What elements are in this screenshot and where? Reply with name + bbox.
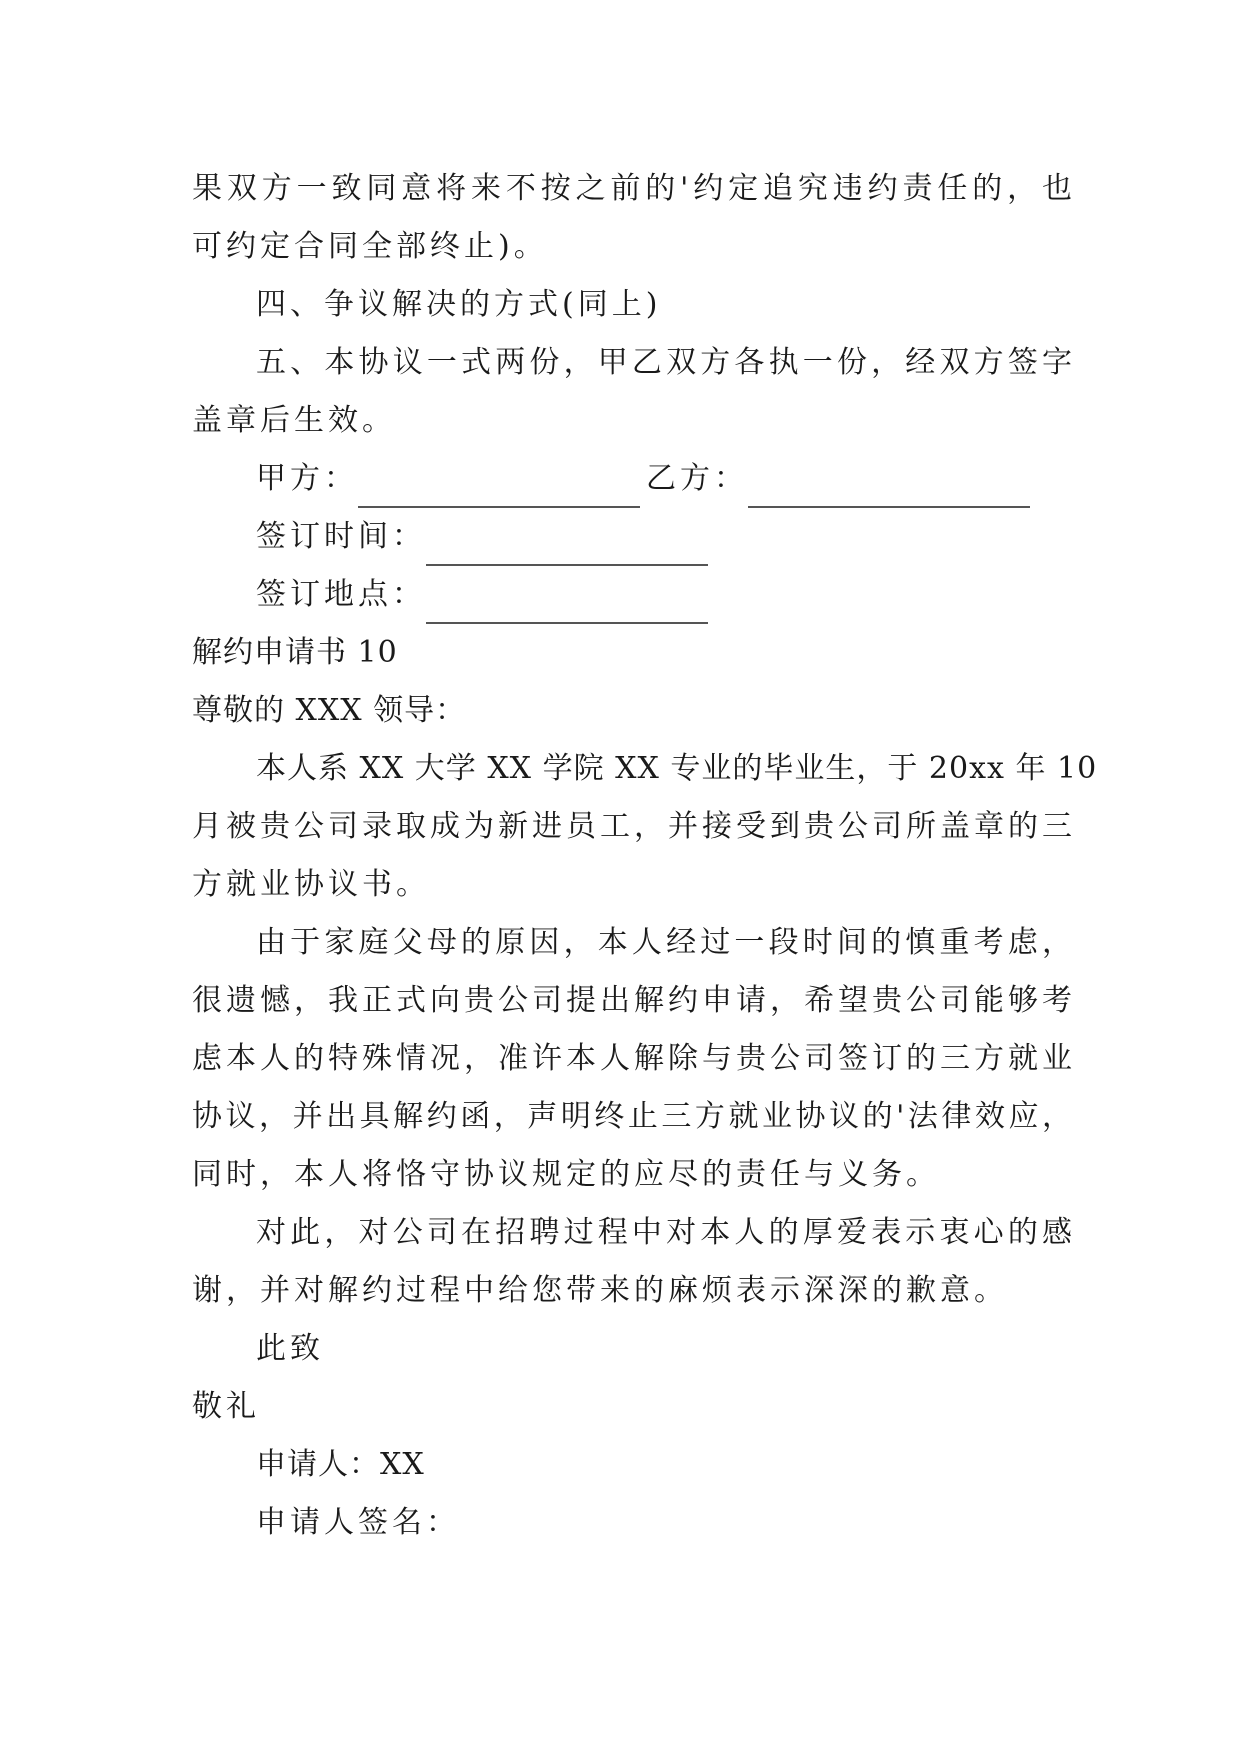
continuation-line-2: 可约定合同全部终止)。 [192,229,548,264]
closing-line-1: 此致 [256,1331,324,1366]
para2-line-4: 协议，并出具解约函，声明终止三方就业协议的'法律效应， [192,1099,1072,1134]
party-b-label: 乙方： [646,461,748,496]
sign-date-blank [426,542,708,566]
para2-line-2: 很遗憾，我正式向贵公司提出解约申请，希望贵公司能够考 [192,983,1072,1018]
para1-line-3: 方就业协议书。 [192,867,430,902]
continuation-line-1: 果双方一致同意将来不按之前的'约定追究违约责任的，也 [192,171,1072,206]
party-b-blank [748,484,1030,508]
section-5-line-2: 盖章后生效。 [192,403,396,438]
letter-title: 解约申请书 10 [192,635,398,670]
section-5-line-1: 五、本协议一式两份，甲乙双方各执一份，经双方签字 [256,345,1072,380]
section-4: 四、争议解决的方式(同上) [256,287,662,322]
sign-date-label: 签订时间： [256,519,426,554]
letter-salutation: 尊敬的 XXX 领导： [192,693,467,728]
party-a-label: 甲方： [256,461,358,496]
para1-line-2: 月被贵公司录取成为新进员工，并接受到贵公司所盖章的三 [192,809,1072,844]
sign-place-row [192,566,1072,624]
document-page [192,160,1098,1552]
para2-line-5: 同时，本人将恪守协议规定的应尽的责任与义务。 [192,1157,940,1192]
para3-line-2: 谢，并对解约过程中给您带来的麻烦表示深深的歉意。 [192,1273,1008,1308]
para3-line-1: 对此，对公司在招聘过程中对本人的厚爱表示衷心的感 [256,1215,1072,1250]
closing-line-2: 敬礼 [192,1389,260,1424]
para2-line-3: 虑本人的特殊情况，准许本人解除与贵公司签订的三方就业 [192,1041,1072,1076]
party-signature-row [192,450,1072,508]
applicant-signature-line: 申请人签名： [256,1505,460,1540]
party-a-blank [358,484,640,508]
sign-date-row [192,508,1072,566]
para1-line-1: 本人系 XX 大学 XX 学院 XX 专业的毕业生，于 20xx 年 10 [256,751,1098,786]
sign-place-blank [426,600,708,624]
para2-line-1: 由于家庭父母的原因，本人经过一段时间的慎重考虑， [256,925,1072,960]
applicant-line: 申请人：XX [256,1447,425,1482]
sign-place-label: 签订地点： [256,577,426,612]
